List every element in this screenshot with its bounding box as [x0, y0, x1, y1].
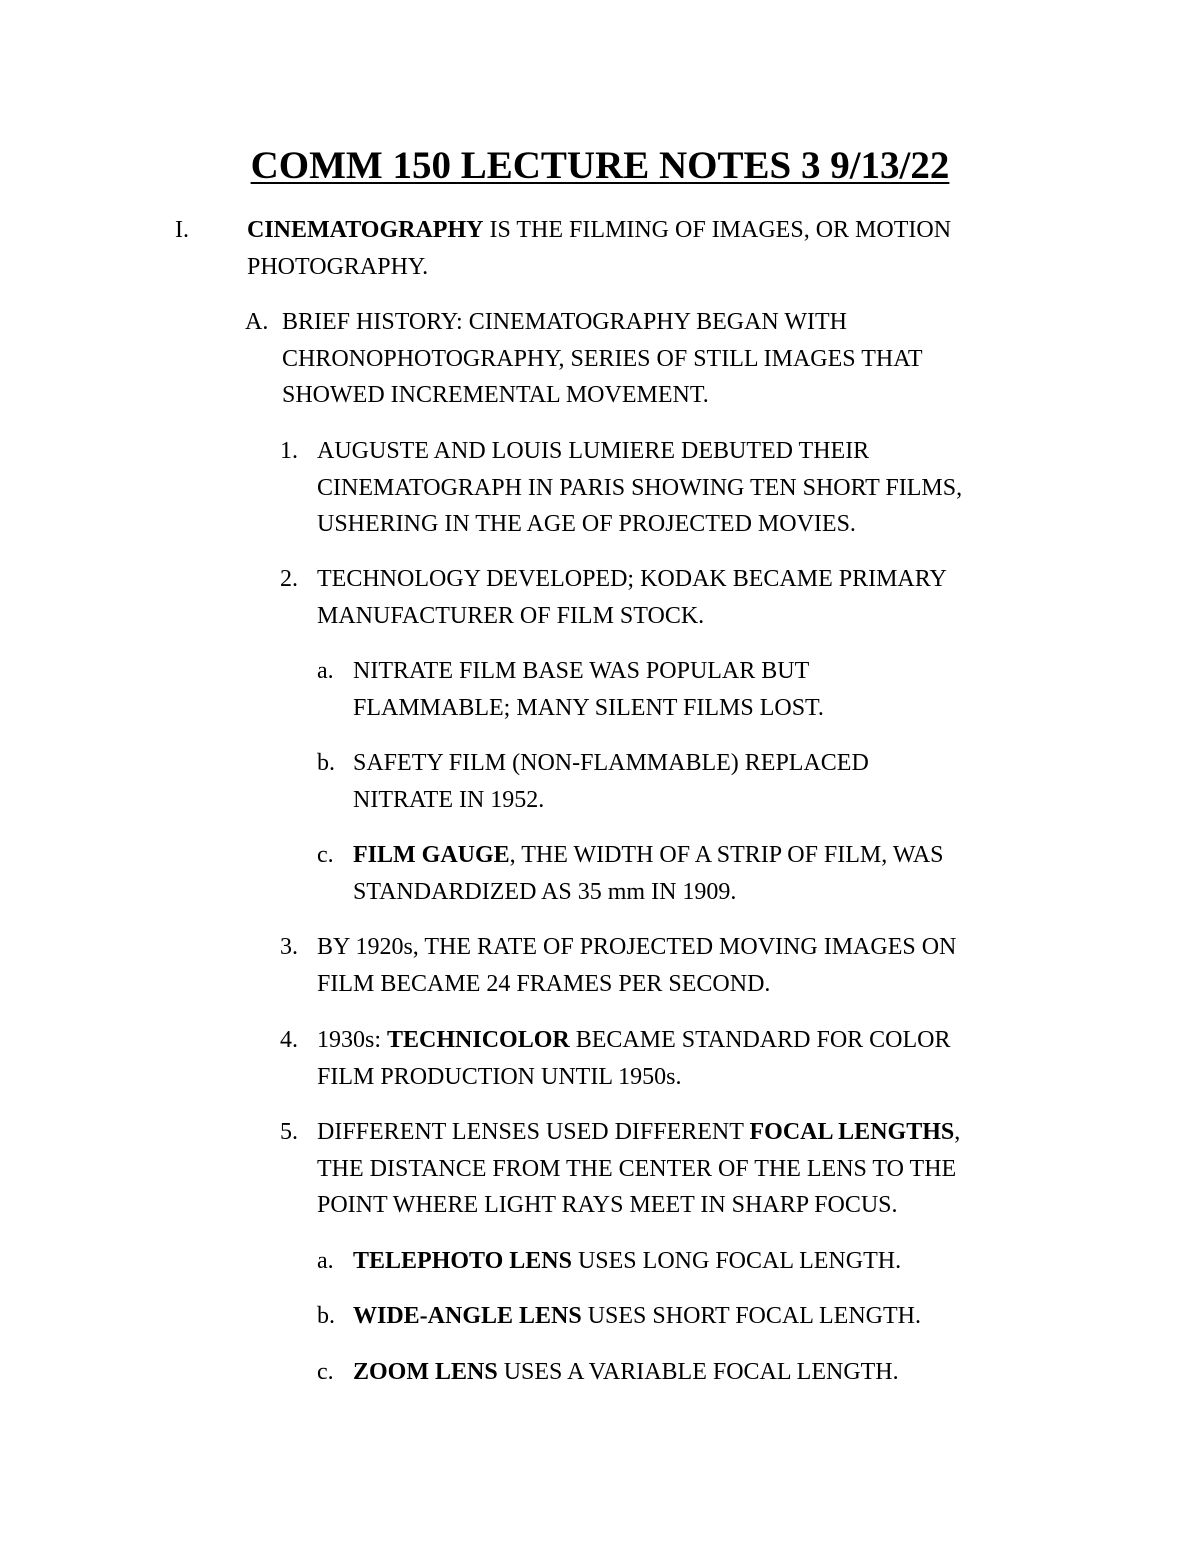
- item-line: AUGUSTE AND LOUIS LUMIERE DEBUTED THEIR: [317, 438, 870, 464]
- item-marker: c.: [317, 1359, 334, 1385]
- item-line: TELEPHOTO LENS USES LONG FOCAL LENGTH.: [353, 1248, 902, 1274]
- item-text: [353, 745, 869, 818]
- item-line: CINEMATOGRAPH IN PARIS SHOWING TEN SHORT FILMS,: [317, 474, 963, 501]
- item-line: STANDARDIZED AS 35 mm IN 1909.: [353, 878, 737, 905]
- item-line: DIFFERENT LENSES USED DIFFERENT FOCAL LENGTHS,: [317, 1119, 961, 1145]
- item-marker: c.: [317, 842, 334, 868]
- item-text: [317, 561, 947, 634]
- item-marker: 5.: [280, 1119, 298, 1145]
- item-text: [353, 1354, 899, 1391]
- key-term: FOCAL LENGTHS: [749, 1119, 955, 1145]
- item-line: FILM BECAME 24 FRAMES PER SECOND.: [317, 970, 771, 997]
- key-term: CINEMATOGRAPHY: [247, 217, 484, 243]
- item-line: PHOTOGRAPHY.: [247, 253, 429, 280]
- item-line: FLAMMABLE; MANY SILENT FILMS LOST.: [353, 694, 824, 721]
- item-marker: 3.: [280, 934, 298, 960]
- key-term: WIDE-ANGLE LENS: [353, 1303, 582, 1329]
- item-text: [282, 304, 923, 414]
- item-line: POINT WHERE LIGHT RAYS MEET IN SHARP FOCUS.: [317, 1192, 898, 1218]
- item-line: FILM PRODUCTION UNTIL 1950s.: [317, 1063, 682, 1090]
- item-marker: A.: [245, 309, 269, 335]
- item-line: SHOWED INCREMENTAL MOVEMENT.: [282, 382, 709, 408]
- item-text: [317, 433, 962, 543]
- item-text: [317, 1022, 951, 1095]
- item-line: NITRATE IN 1952.: [353, 786, 545, 813]
- item-marker: 2.: [280, 566, 298, 592]
- item-marker: a.: [317, 658, 334, 684]
- item-text: [317, 1114, 960, 1224]
- key-term: ZOOM LENS: [353, 1359, 498, 1385]
- item-text: [353, 1243, 901, 1280]
- item-line: BY 1920s, THE RATE OF PROJECTED MOVING IMAGES ON: [317, 934, 957, 960]
- item-marker: b.: [317, 1303, 335, 1329]
- item-line: CHRONOPHOTOGRAPHY, SERIES OF STILL IMAGES THAT: [282, 345, 923, 372]
- item-line: ZOOM LENS USES A VARIABLE FOCAL LENGTH.: [353, 1359, 899, 1385]
- item-text: [353, 1298, 921, 1335]
- item-line: SAFETY FILM (NON-FLAMMABLE) REPLACED: [353, 750, 869, 776]
- item-line: 1930s: TECHNICOLOR BECAME STANDARD FOR COLOR: [317, 1027, 951, 1053]
- item-text: [317, 929, 956, 1002]
- item-line: WIDE-ANGLE LENS USES SHORT FOCAL LENGTH.: [353, 1303, 921, 1329]
- item-marker: I.: [175, 217, 189, 243]
- item-text: [353, 837, 944, 910]
- item-line: MANUFACTURER OF FILM STOCK.: [317, 602, 705, 629]
- item-marker: 1.: [280, 438, 298, 464]
- item-line: THE DISTANCE FROM THE CENTER OF THE LENS TO THE: [317, 1155, 957, 1182]
- item-line: FILM GAUGE, THE WIDTH OF A STRIP OF FILM, WAS: [353, 842, 944, 868]
- item-line: USHERING IN THE AGE OF PROJECTED MOVIES.: [317, 511, 856, 537]
- item-marker: b.: [317, 750, 335, 776]
- item-marker: a.: [317, 1248, 334, 1274]
- item-text: [247, 212, 951, 285]
- item-text: [353, 653, 824, 726]
- item-line: BRIEF HISTORY: CINEMATOGRAPHY BEGAN WITH: [282, 309, 847, 335]
- item-marker: 4.: [280, 1027, 298, 1053]
- item-line: NITRATE FILM BASE WAS POPULAR BUT: [353, 658, 810, 684]
- item-line: CINEMATOGRAPHY IS THE FILMING OF IMAGES, OR MOTION: [247, 217, 952, 243]
- item-line: TECHNOLOGY DEVELOPED; KODAK BECAME PRIMARY: [317, 566, 947, 592]
- key-term: TECHNICOLOR: [387, 1027, 570, 1053]
- key-term: FILM GAUGE: [353, 842, 510, 868]
- key-term: TELEPHOTO LENS: [353, 1248, 572, 1274]
- page-title: COMM 150 LECTURE NOTES 3 9/13/22: [250, 144, 950, 187]
